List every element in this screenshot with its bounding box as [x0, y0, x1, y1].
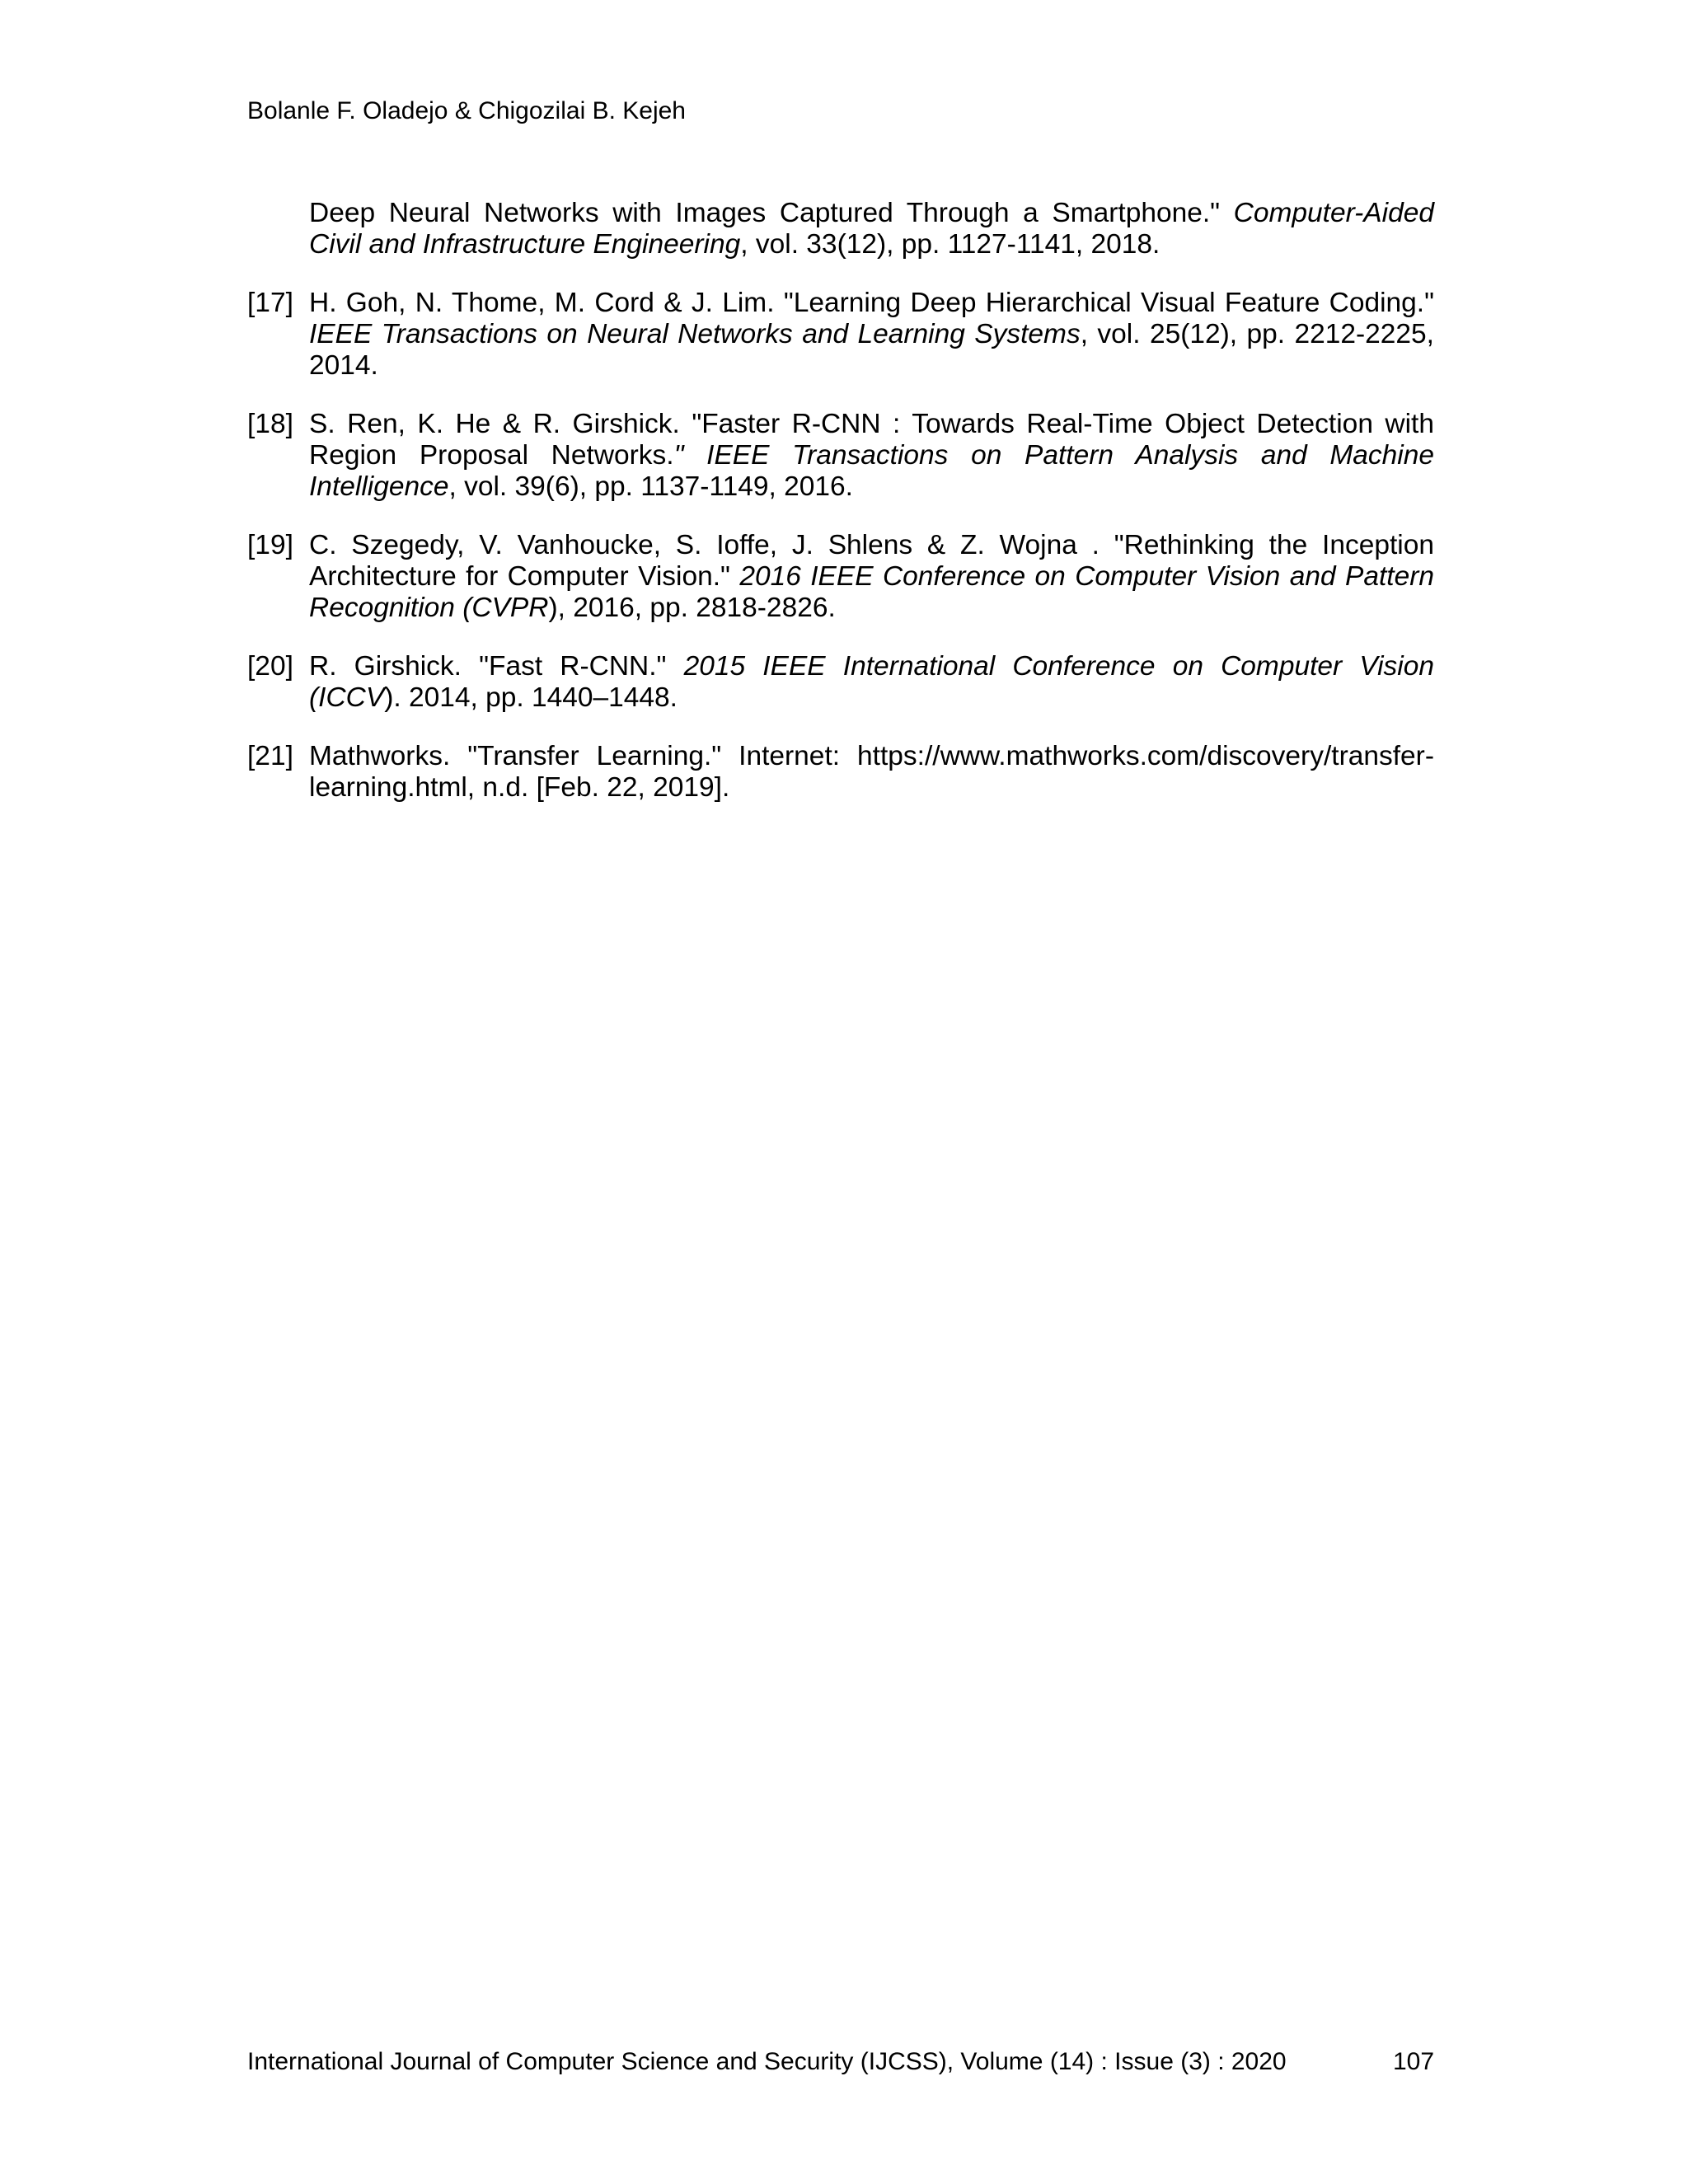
- reference-number: [18]: [247, 409, 293, 439]
- reference-text: [309, 198, 1434, 260]
- page-number: 107: [1393, 2048, 1435, 2075]
- reference-text: [309, 741, 1434, 803]
- reference-item-16-continued: [247, 198, 1434, 260]
- reference-journal-title: 2016 IEEE Conference on Computer Vision and Pattern Recognition (CVPR: [309, 561, 1434, 623]
- reference-text-plain: Mathworks. "Transfer Learning." Internet: https://www.mathworks.com/discovery/transfer-learning.html, n.d. [Feb. 22, 2019].: [309, 741, 1434, 803]
- reference-text-plain: S. Ren, K. He & R. Girshick. "Faster R-CNN : Towards Real-Time Object Detection with Region Proposal Networks.: [309, 409, 1434, 471]
- reference-item-19: [247, 530, 1434, 624]
- reference-journal-title: IEEE Transactions on Neural Networks and Learning Systems: [309, 319, 1081, 349]
- reference-journal-title: Computer-Aided Civil and Infrastructure Engineering: [309, 198, 1434, 260]
- reference-list: [247, 198, 1434, 831]
- reference-text-plain: C. Szegedy, V. Vanhoucke, S. Ioffe, J. Shlens & Z. Wojna . "Rethinking the Inception Architecture for Computer Vision.": [309, 530, 1434, 592]
- reference-journal-title: 2015 IEEE International Conference on Computer Vision (ICCV: [309, 651, 1434, 713]
- reference-text: [309, 530, 1434, 623]
- reference-text-plain: ). 2014, pp. 1440–1448.: [384, 682, 678, 713]
- reference-text-plain: , vol. 33(12), pp. 1127-1141, 2018.: [740, 229, 1160, 260]
- reference-journal-title: " IEEE Transactions on Pattern Analysis and Machine Intelligence: [309, 440, 1434, 502]
- reference-text: [309, 288, 1434, 381]
- reference-item-20: [247, 651, 1434, 714]
- reference-text-plain: R. Girshick. "Fast R-CNN.": [309, 651, 684, 682]
- reference-text-plain: , vol. 25(12), pp. 2212-2225, 2014.: [309, 319, 1434, 381]
- reference-number: [21]: [247, 741, 293, 771]
- reference-item-18: [247, 409, 1434, 503]
- reference-text-plain: H. Goh, N. Thome, M. Cord & J. Lim. "Learning Deep Hierarchical Visual Feature Coding.": [309, 288, 1434, 318]
- reference-text: [309, 409, 1434, 502]
- reference-text: [309, 651, 1434, 713]
- reference-item-21: [247, 741, 1434, 804]
- reference-number: [20]: [247, 651, 293, 682]
- reference-text-plain: Deep Neural Networks with Images Captured Through a Smartphone.": [309, 198, 1234, 228]
- running-footer-journal: International Journal of Computer Science and Security (IJCSS), Volume (14) : Issue (3) : 2020: [247, 2048, 1287, 2075]
- reference-text-plain: , vol. 39(6), pp. 1137-1149, 2016.: [448, 471, 853, 502]
- reference-item-17: [247, 288, 1434, 382]
- reference-text-plain: ), 2016, pp. 2818-2826.: [548, 593, 836, 623]
- reference-number: [19]: [247, 530, 293, 560]
- running-header-authors: Bolanle F. Oladejo & Chigozilai B. Kejeh: [247, 97, 686, 124]
- reference-number: [17]: [247, 288, 293, 318]
